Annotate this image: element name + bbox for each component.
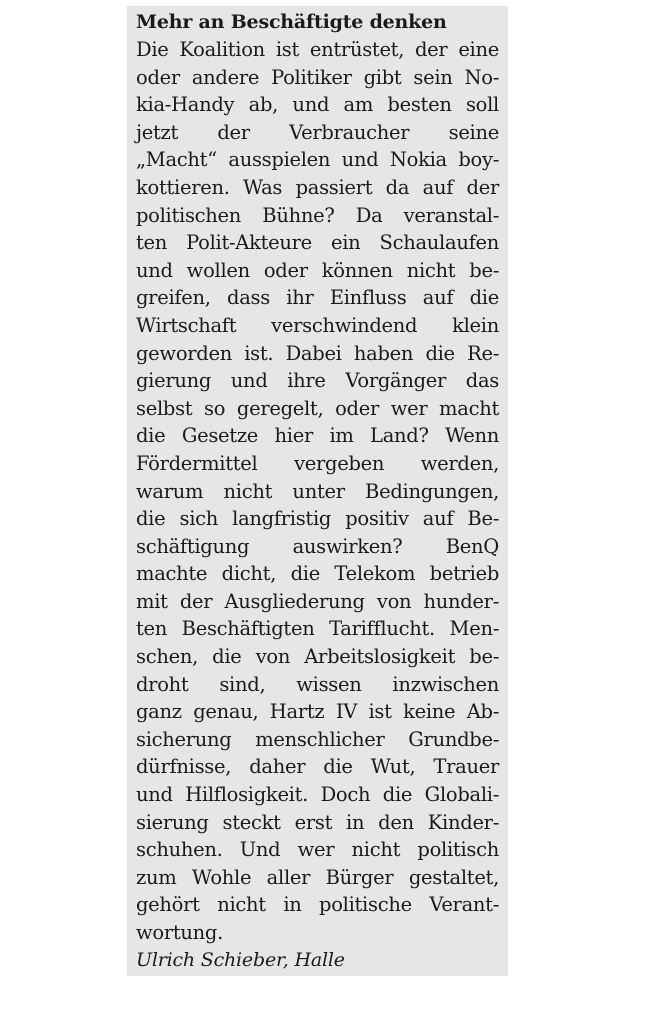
body-line: dürfnisse, daher die Wut, Trauer [136,755,499,779]
body-line: ganz genau, Hartz IV ist keine Ab- [136,700,499,724]
letter-author: Ulrich Schieber, Halle [136,948,345,971]
body-line: und Hilflosigkeit. Doch die Globali- [136,783,499,807]
body-line: gehört nicht in politische Verant- [136,893,499,917]
body-line: greifen, dass ihr Einfluss auf die [136,286,499,310]
body-line: politischen Bühne? Da veranstal- [136,203,499,227]
body-line: ten Beschäftigten Tarifflucht. Men- [136,617,499,641]
body-line: „Macht“ ausspielen und Nokia boy- [136,148,499,172]
body-line: ten Polit-Akteure ein Schaulaufen [136,231,499,255]
body-line: gierung und ihre Vorgänger das [136,369,499,393]
body-line: kottieren. Was passiert da auf der [136,175,499,199]
body-line: kia-Handy ab, und am besten soll [136,93,499,117]
body-line: Fördermittel vergeben werden, [136,451,499,475]
body-line: zum Wohle aller Bürger gestaltet, [136,865,499,889]
body-line: schen, die von Arbeitslosigkeit be- [136,645,499,669]
body-line: mit der Ausgliederung von hunder- [136,589,499,613]
letter-body [136,36,499,947]
body-line: sicherung menschlicher Grundbe- [136,727,499,751]
body-line: Wirtschaft verschwindend klein [136,313,499,337]
body-line: und wollen oder können nicht be- [136,258,499,282]
body-line: warum nicht unter Bedingungen, [136,479,499,503]
body-line: schäftigung auswirken? BenQ [136,534,499,558]
body-line: geworden ist. Dabei haben die Re- [136,341,499,365]
letter-clipping [127,6,508,976]
body-line: droht sind, wissen inzwischen [136,672,499,696]
body-line: die sich langfristig positiv auf Be- [136,507,499,531]
body-line: wortung. [136,921,223,944]
body-line: die Gesetze hier im Land? Wenn [136,424,499,448]
body-line: Die Koalition ist entrüstet, der eine [136,38,499,61]
body-line: selbst so geregelt, oder wer macht [136,396,499,420]
body-line: oder andere Politiker gibt sein No- [136,65,499,89]
body-line: machte dicht, die Telekom betrieb [136,562,499,586]
body-line: sierung steckt erst in den Kinder- [136,810,499,834]
letter-headline: Mehr an Beschäftigte denken [136,11,447,33]
body-line: schuhen. Und wer nicht politisch [136,838,499,862]
body-line: jetzt der Verbraucher seine [136,120,499,144]
